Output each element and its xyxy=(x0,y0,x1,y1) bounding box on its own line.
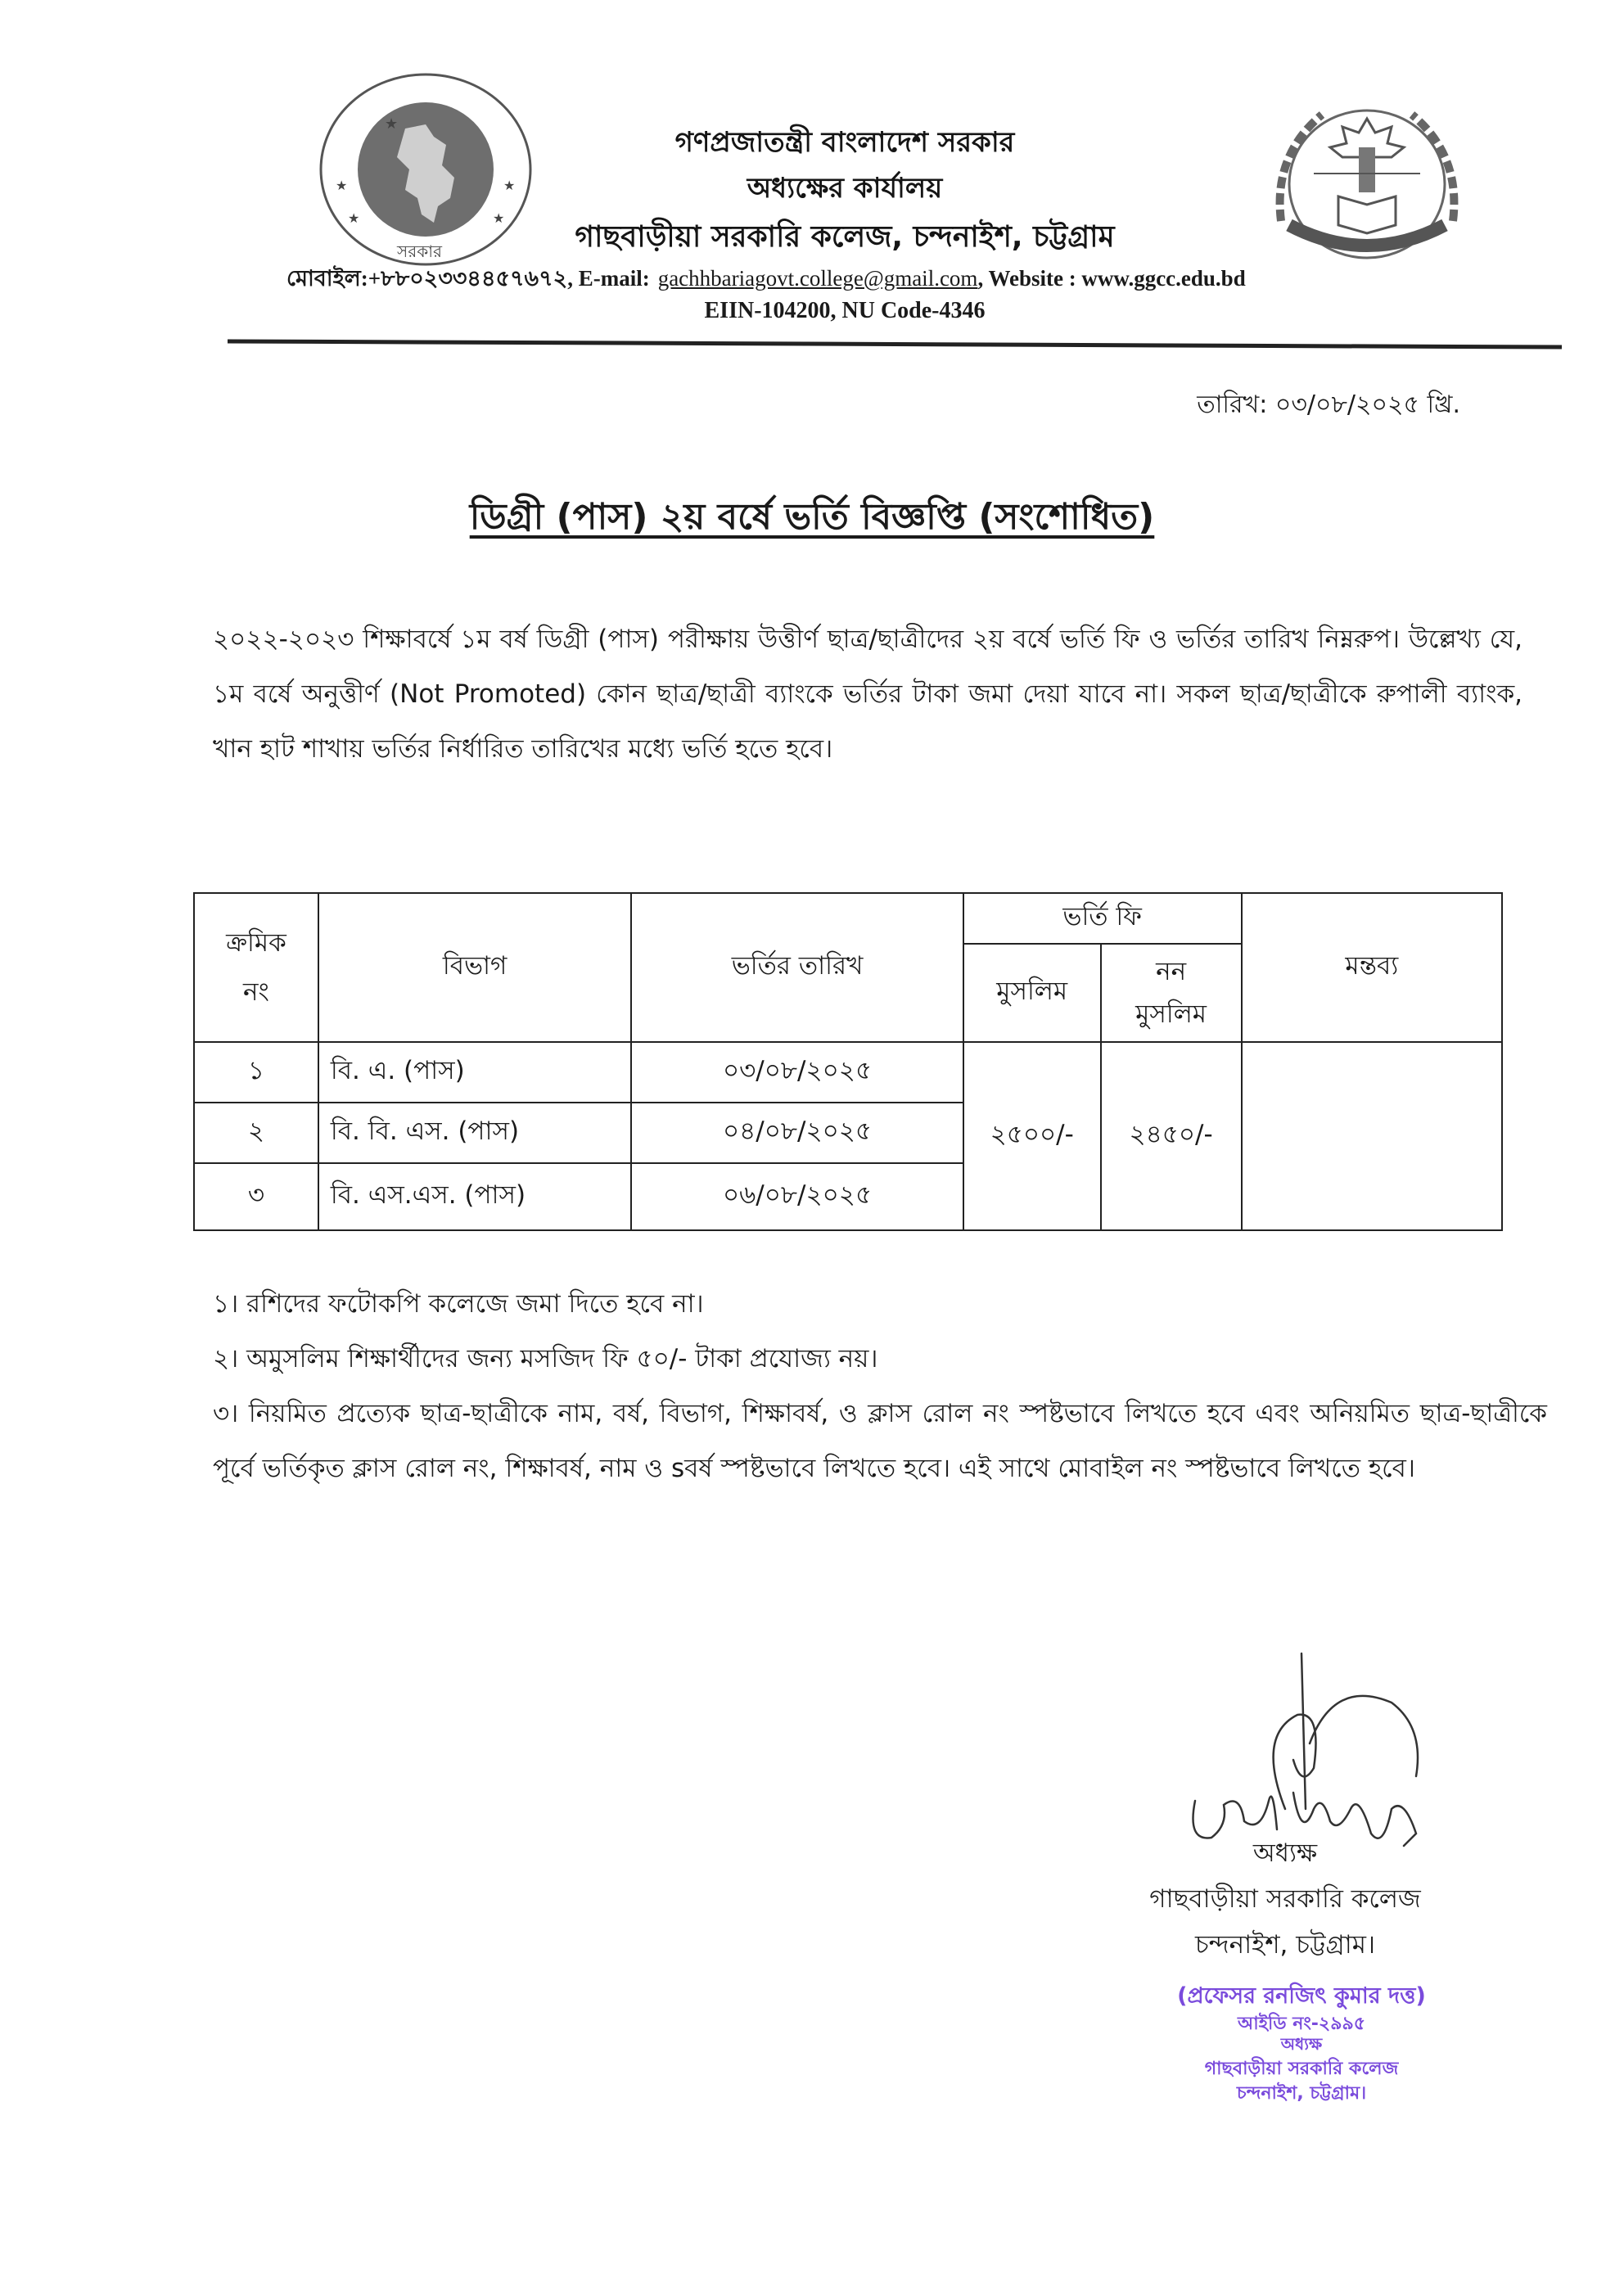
row-date: ০৪/০৮/২০২৫ xyxy=(631,1103,963,1163)
row-serial: ২ xyxy=(194,1103,318,1163)
header-fee-group: ভর্তি ফি xyxy=(963,893,1242,944)
row-department: বি. এস.এস. (পাস) xyxy=(318,1163,631,1230)
header-government: গণপ্রজাতন্ত্রী বাংলাদেশ সরকার xyxy=(674,126,1015,159)
row-serial: ৩ xyxy=(194,1163,318,1230)
institution-codes: EIIN-104200, NU Code-4346 xyxy=(704,298,986,323)
stamp-place: চন্দনাইশ, চট্টগ্রাম। xyxy=(1236,2083,1367,2104)
header-college: গাছবাড়ীয়া সরকারি কলেজ, চন্দনাইশ, চট্টগ্রাম xyxy=(575,220,1115,254)
note-item: ৩। নিয়মিত প্রত্যেক ছাত্র-ছাত্রীকে নাম, বর্ষ, বিভাগ, শিক্ষাবর্ষ, ও ক্লাস রোল নং স্পষ্টভাবে লিখতে হবে এবং অনিয়মিত ছাত্র-ছাত্রীকে পূর্বে ভর্তিকৃত ক্লাস রোল নং, শিক্ষাবর্ষ, নাম ও sবর্ষ স্পষ্টভাবে লিখতে হবে। এই সাথে মোবাইল নং স্পষ্টভাবে লিখতে হবে। xyxy=(213,1399,1547,1483)
svg-text:★: ★ xyxy=(336,178,348,193)
header-admission-date: ভর্তির তারিখ xyxy=(631,893,963,1042)
svg-text:সরকার: সরকার xyxy=(397,241,443,261)
website-text: , Website : www.ggcc.edu.bd xyxy=(977,266,1246,291)
email-link[interactable]: gachhbariagovt.college@gmail.com xyxy=(657,266,978,291)
notes-list xyxy=(213,1277,1547,1496)
signatory-title: অধ্যক্ষ xyxy=(1252,1838,1318,1868)
header-department: বিভাগ xyxy=(318,893,631,1042)
note-item: ২। অমুসলিম শিক্ষার্থীদের জন্য মসজিদ ফি ৫০/- টাকা প্রযোজ্য নয়। xyxy=(213,1344,878,1374)
header-non-muslim: নন মুসলিম xyxy=(1101,944,1242,1042)
notice-title xyxy=(0,489,1624,549)
stamp-name: (প্রফেসর রনজিৎ কুমার দত্ত) xyxy=(1177,1983,1426,2009)
svg-text:★: ★ xyxy=(348,210,360,226)
intro-paragraph: ২০২২-২০২৩ শিক্ষাবর্ষে ১ম বর্ষ ডিগ্রী (পাস) পরীক্ষায় উত্তীর্ণ ছাত্র/ছাত্রীদের ২য় বর্ষে ভর্তি ফি ও ভর্তির তারিখ নিম্নরুপ। উল্লেখ্য যে, ১ম বর্ষে অনুত্তীর্ণ (Not Promoted) কোন ছাত্র/ছাত্রী ব্যাংকে ভর্তির টাকা জমা দেয়া যাবে না। সকল ছাত্র/ছাত্রীকে রুপালী ব্যাংক, খান হাট শাখায় ভর্তির নির্ধারিত তারিখের মধ্যে ভর্তি হতে হবে। xyxy=(213,625,1522,764)
svg-text:★: ★ xyxy=(385,115,399,133)
table-row xyxy=(194,1042,1502,1103)
stamp-id: আইডি নং-২৯৯৫ xyxy=(1237,2014,1366,2034)
fee-muslim: ২৫০০/- xyxy=(963,1042,1101,1230)
notice-date: তারিখ: ০৩/০৮/২০২৫ খ্রি. xyxy=(1197,390,1460,419)
row-serial: ১ xyxy=(194,1042,318,1103)
fee-non-muslim: ২৪৫০/- xyxy=(1101,1042,1242,1230)
stamp-college: গাছবাড়ীয়া সরকারি কলেজ xyxy=(1204,2059,1399,2079)
svg-text:★: ★ xyxy=(503,178,516,193)
remarks-cell xyxy=(1242,1042,1502,1230)
notice-title-text: ডিগ্রী (পাস) ২য় বর্ষে ভর্তি বিজ্ঞপ্তি (সংশোধিত) xyxy=(469,496,1155,538)
row-date: ০৬/০৮/২০২৫ xyxy=(631,1163,963,1230)
header-serial: ক্রমিক নং xyxy=(194,893,318,1042)
header-divider xyxy=(228,339,1562,349)
admission-fee-table xyxy=(193,892,1503,1231)
contact-line xyxy=(286,262,1246,299)
row-department: বি. বি. এস. (পাস) xyxy=(318,1103,631,1163)
header-muslim: মুসলিম xyxy=(963,944,1101,1042)
header-office: অধ্যক্ষের কার্যালয় xyxy=(747,172,943,205)
svg-text:★: ★ xyxy=(493,210,505,226)
stamp-title: অধ্যক্ষ xyxy=(1280,2034,1323,2054)
principal-signature xyxy=(1179,1645,1449,1858)
row-department: বি. এ. (পাস) xyxy=(318,1042,631,1103)
signatory-college: গাছবাড়ীয়া সরকারি কলেজ xyxy=(1149,1884,1421,1914)
note-item: ১। রশিদের ফটোকপি কলেজে জমা দিতে হবে না। xyxy=(213,1289,704,1319)
signatory-place: চন্দনাইশ, চট্টগ্রাম। xyxy=(1194,1930,1376,1960)
header-remarks: মন্তব্য xyxy=(1242,893,1502,1042)
mobile-label: মোবাইল:+৮৮০২৩৩৪৪৫৭৬৭২, E-mail: xyxy=(286,266,650,291)
row-date: ০৩/০৮/২০২৫ xyxy=(631,1042,963,1103)
